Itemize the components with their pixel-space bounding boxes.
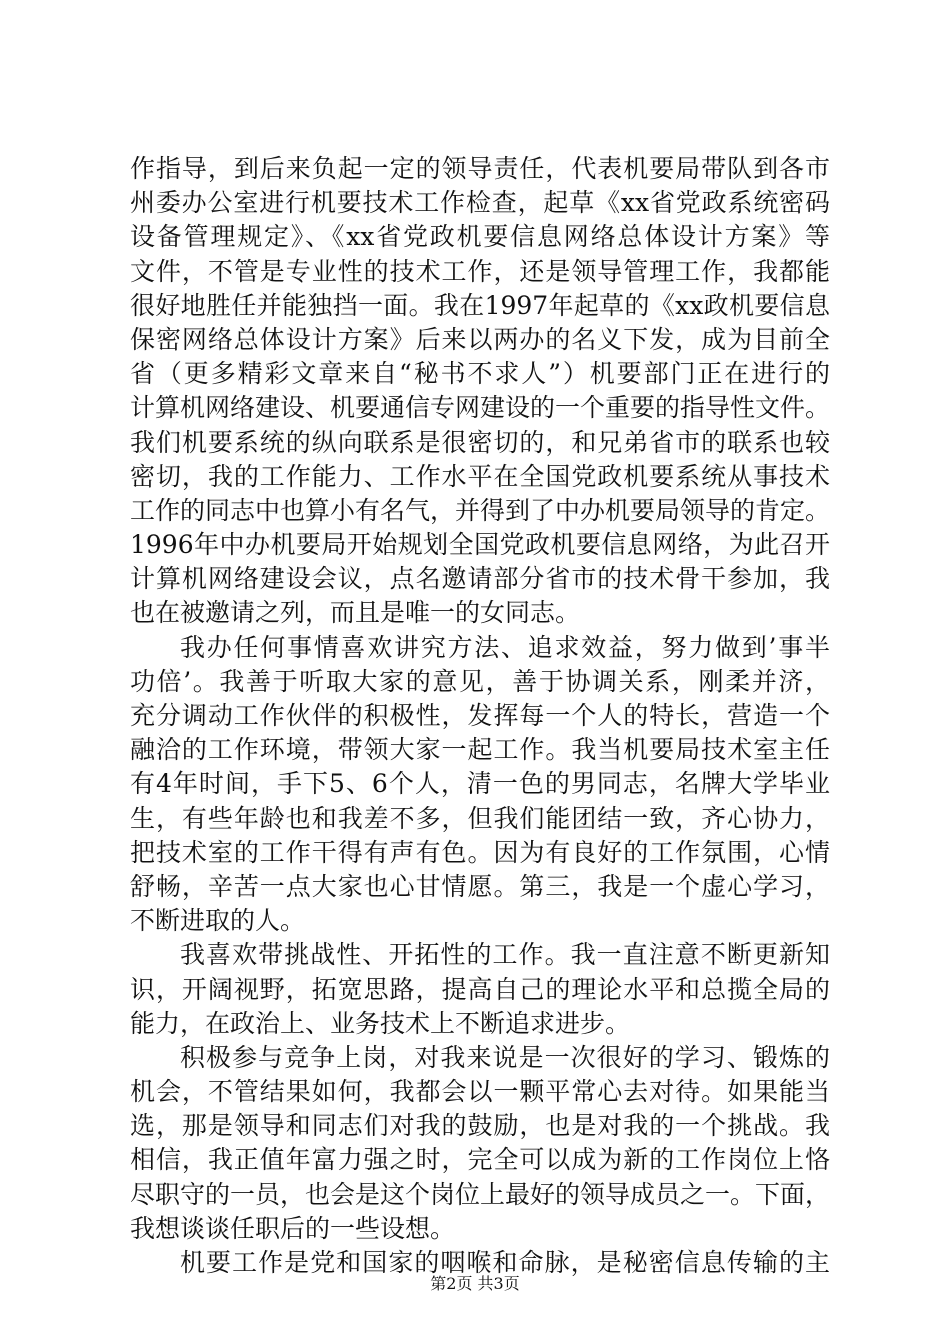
text-line: 融洽的工作环境，带领大家一起工作。我当机要局技术室主任 xyxy=(130,735,830,765)
text-line: 功倍’。我善于听取大家的意见，善于协调关系，刚柔并济， xyxy=(130,666,830,696)
text-line: 文件，不管是专业性的技术工作，还是领导管理工作，我都能 xyxy=(130,256,830,286)
text-line: 保密网络总体设计方案》后来以两办的名义下发，成为目前全 xyxy=(130,324,830,354)
text-line: 识，开阔视野，拓宽思路，提高自己的理论水平和总揽全局的 xyxy=(130,974,830,1004)
page-number-footer: 第2页 共3页 xyxy=(430,1274,520,1293)
text-line: 生，有些年龄也和我差不多，但我们能团结一致，齐心协力， xyxy=(130,803,830,833)
text-line: 省（更多精彩文章来自“秘书不求人”）机要部门正在进行的 xyxy=(130,359,830,389)
text-line: 我想谈谈任职后的一些设想。 xyxy=(130,1213,456,1243)
text-line: 尽职守的一员，也会是这个岗位上最好的领导成员之一。下面， xyxy=(130,1179,831,1209)
body-text xyxy=(130,152,830,1280)
text-line: 我办任何事情喜欢讲究方法、追求效益，努力做到’事半 xyxy=(180,632,830,662)
text-line: 机要工作是党和国家的咽喉和命脉，是秘密信息传输的主 xyxy=(180,1248,830,1277)
text-line: 很好地胜任并能独挡一面。我在1997年起草的《xx政机要信息 xyxy=(130,290,830,320)
text-line: 相信，我正值年富力强之时，完全可以成为新的工作岗位上恪 xyxy=(130,1145,830,1175)
text-line: 作指导，到后来负起一定的领导责任，代表机要局带队到各市 xyxy=(130,154,830,183)
text-line: 有4年时间，手下5、6个人，清一色的男同志，名牌大学毕业 xyxy=(130,769,830,799)
text-line: 把技术室的工作干得有声有色。因为有良好的工作氛围，心情 xyxy=(130,837,830,867)
text-line: 不断进取的人。 xyxy=(130,906,306,936)
text-line: 能力，在政治上、业务技术上不断追求进步。 xyxy=(130,1008,631,1038)
text-line: 机会，不管结果如何，我都会以一颗平常心去对待。如果能当 xyxy=(130,1077,830,1107)
text-line: 选，那是领导和同志们对我的鼓励，也是对我的一个挑战。我 xyxy=(130,1111,830,1141)
text-line: 我喜欢带挑战性、开拓性的工作。我一直注意不断更新知 xyxy=(180,940,830,970)
text-line: 工作的同志中也算小有名气，并得到了中办机要局领导的肯定。 xyxy=(130,495,831,525)
text-line: 1996年中办机要局开始规划全国党政机要信息网络，为此召开 xyxy=(130,530,830,560)
text-line: 积极参与竞争上岗，对我来说是一次很好的学习、锻炼的 xyxy=(180,1042,830,1072)
text-line: 州委办公室进行机要技术工作检查，起草《xx省党政系统密码 xyxy=(130,188,830,218)
text-line: 计算机网络建设、机要通信专网建设的一个重要的指导性文件。 xyxy=(130,393,831,423)
text-line: 舒畅，辛苦一点大家也心甘情愿。第三，我是一个虚心学习， xyxy=(130,871,830,901)
text-line: 密切，我的工作能力、工作水平在全国党政机要系统从事技术 xyxy=(130,461,830,491)
text-line: 也在被邀请之列，而且是唯一的女同志。 xyxy=(130,598,581,628)
text-line: 充分调动工作伙伴的积极性，发挥每一个人的特长，营造一个 xyxy=(130,701,830,730)
text-line: 计算机网络建设会议，点名邀请部分省市的技术骨干参加，我 xyxy=(130,564,830,594)
text-line: 我们机要系统的纵向联系是很密切的，和兄弟省市的联系也较 xyxy=(130,427,830,457)
text-line: 设备管理规定》、《xx省党政机要信息网络总体设计方案》等 xyxy=(130,222,830,252)
